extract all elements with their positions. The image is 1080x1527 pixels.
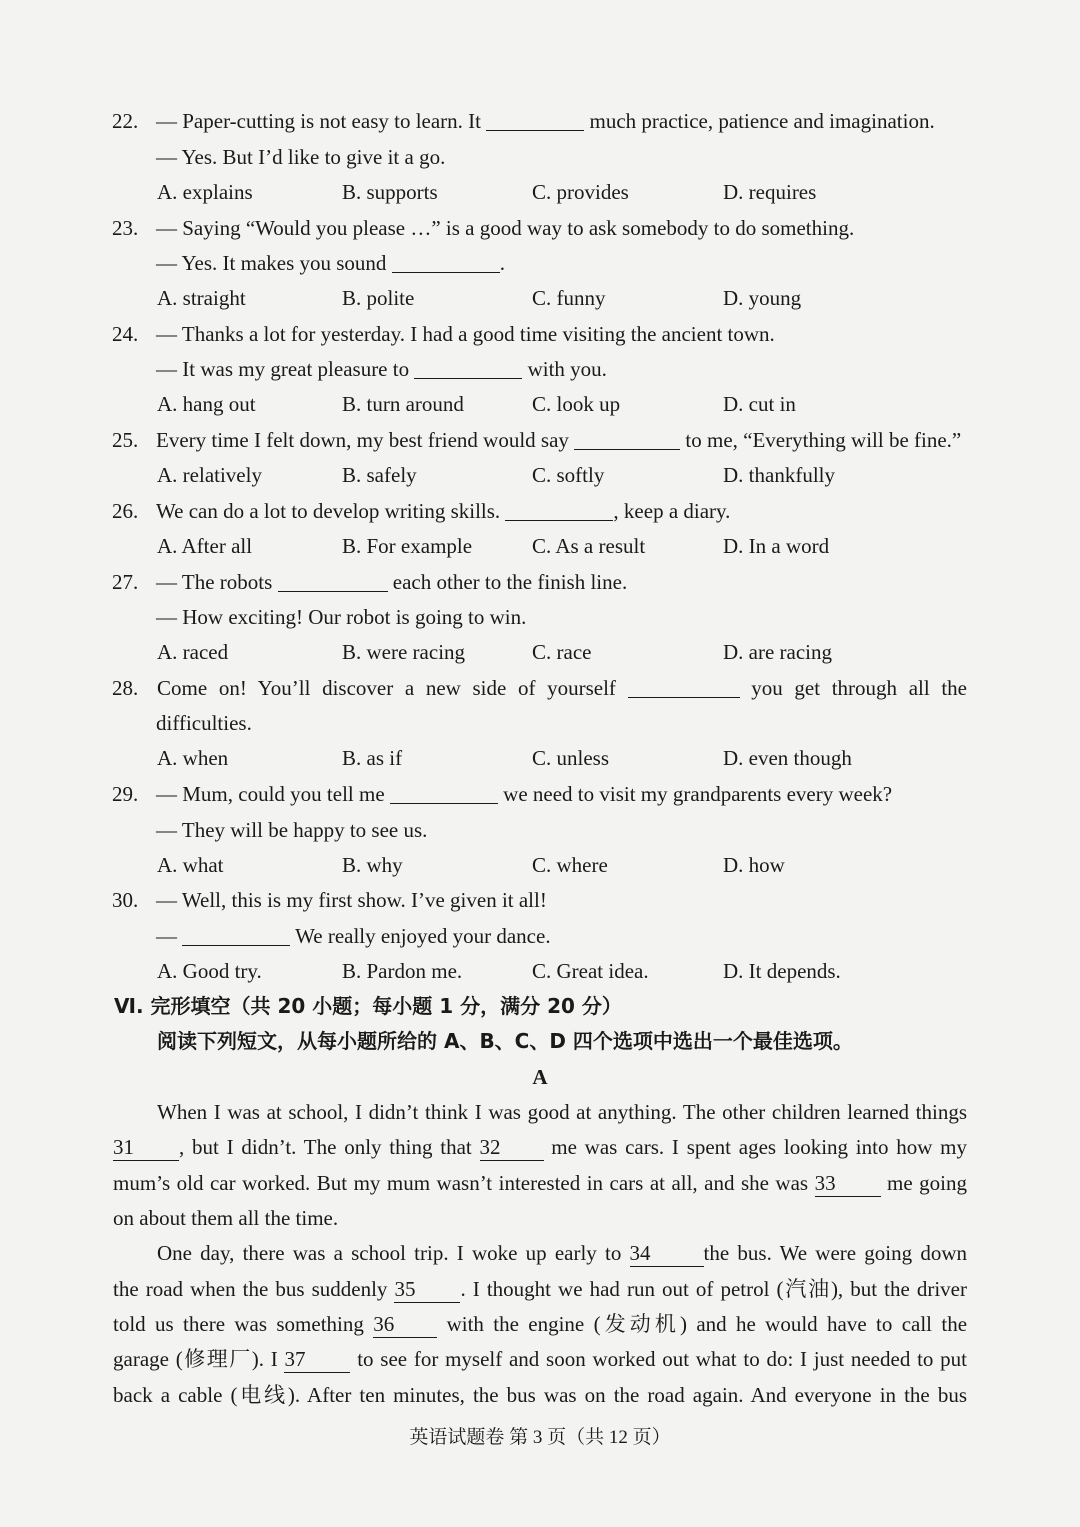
option-c: C. Great idea. [532,959,649,983]
question-number: 28. [112,676,139,700]
option-d: D. It depends. [723,959,841,983]
question-26 [0,494,1080,528]
option-d: D. In a word [723,534,830,558]
option-a: A. After all [157,534,253,558]
question-25 [0,423,1080,457]
options-23 [0,281,1080,315]
question-number: 26. [112,499,139,523]
option-a: A. what [157,853,224,877]
option-b: B. supports [342,180,438,204]
option-d: D. how [723,853,785,877]
option-d: D. are racing [723,640,833,664]
passage-line: on about them all the time. [113,1206,339,1230]
response-line: — It was my great pleasure to with you. [156,357,607,381]
option-a: A. hang out [157,392,256,416]
option-a: A. explains [157,180,253,204]
answer-blank [278,569,388,592]
answer-blank [505,498,613,521]
passage-line: garage (修理厂). I 37 to see for myself and soon worked out what to do: I just needed to put [113,1347,967,1371]
answer-blank [574,427,680,450]
option-c: C. unless [532,746,610,770]
answer-blank [628,675,740,698]
cloze-blank-33: 33 [815,1170,881,1197]
options-28 [0,741,1080,775]
option-b: B. safely [342,463,417,487]
page-footer: 英语试题卷 第 3 页（共 12 页） [409,1427,671,1448]
question-number: 30. [112,888,139,912]
option-b: B. why [342,853,403,877]
question-number: 27. [112,570,139,594]
question-23 [0,211,1080,245]
option-c: C. As a result [532,534,646,558]
question-line: — Thanks a lot for yesterday. I had a good time visiting the ancient town. [156,322,775,346]
question-29 [0,777,1080,811]
question-number: 23. [112,216,139,240]
question-22 [0,104,1080,138]
question-line: Come on! You’ll discover a new side of yourself you get through all the [157,676,967,700]
cloze-blank-36: 36 [373,1311,437,1338]
option-c: C. race [532,640,592,664]
question-number: 22. [112,109,139,133]
question-number: 29. [112,782,139,806]
option-d: D. thankfully [723,463,835,487]
option-c: C. provides [532,180,629,204]
options-24 [0,387,1080,421]
response-line: — Yes. But I’d like to give it a go. [156,145,446,169]
question-line: — Paper-cutting is not easy to learn. It much practice, patience and imagination. [156,109,935,133]
response-line: — Yes. It makes you sound . [156,251,505,275]
passage-line: mum’s old car worked. But my mum wasn’t interested in cars at all, and she was 33 me going [113,1171,968,1195]
options-26 [0,529,1080,563]
question-line: — Well, this is my first show. I’ve given it all! [156,888,547,912]
options-27 [0,635,1080,669]
question-line: Every time I felt down, my best friend would say to me, “Everything will be fine.” [156,428,962,452]
question-number: 24. [112,322,139,346]
option-c: C. look up [532,392,621,416]
section-instruction: 阅读下列短文，从每小题所给的 A、B、C、D 四个选项中选出一个最佳选项。 [157,1029,853,1053]
option-d: D. even though [723,746,852,770]
option-a: A. Good try. [157,959,262,983]
option-c: C. softly [532,463,605,487]
question-30 [0,883,1080,917]
option-b: B. turn around [342,392,464,416]
passage-line: One day, there was a school trip. I woke up early to 34 the bus. We were going down [157,1241,967,1265]
passage-line: back a cable (电线). After ten minutes, the bus was on the road again. And everyone in the bus [113,1383,967,1407]
option-c: C. funny [532,286,606,310]
option-a: A. raced [157,640,229,664]
answer-blank [486,108,584,131]
response-line: — They will be happy to see us. [156,818,428,842]
passage-line: told us there was something 36 with the engine (发动机) and he would have to call the [113,1312,968,1336]
option-b: B. polite [342,286,415,310]
option-b: B. For example [342,534,473,558]
answer-blank [392,250,500,273]
option-a: A. relatively [157,463,262,487]
options-25 [0,458,1080,492]
option-c: C. where [532,853,608,877]
question-line: — Mum, could you tell me we need to visit my grandparents every week? [156,782,893,806]
option-b: B. Pardon me. [342,959,463,983]
cloze-blank-37: 37 [284,1346,350,1373]
option-d: D. young [723,286,802,310]
answer-blank [390,781,498,804]
option-b: B. as if [342,746,403,770]
cloze-blank-32: 32 [480,1134,544,1161]
question-27 [0,565,1080,599]
question-24 [0,317,1080,351]
option-d: D. requires [723,180,817,204]
options-29 [0,848,1080,882]
question-line-cont: difficulties. [156,711,252,735]
option-a: A. when [157,746,229,770]
question-line: — The robots each other to the finish line. [156,570,628,594]
cloze-blank-31: 31 [113,1134,179,1161]
response-line: — We really enjoyed your dance. [156,924,551,948]
option-a: A. straight [157,286,246,310]
option-b: B. were racing [342,640,466,664]
passage-line: 31 , but I didn’t. The only thing that 32 me was cars. I spent ages looking into how my [113,1135,967,1159]
options-30 [0,954,1080,988]
passage-line: the road when the bus suddenly 35 . I thought we had run out of petrol (汽油), but the driver [113,1277,967,1301]
options-22 [0,175,1080,209]
section-title: Ⅵ. 完形填空（共 20 小题；每小题 1 分，满分 20 分） [114,994,622,1018]
cloze-blank-35: 35 [394,1276,460,1303]
cloze-blank-34: 34 [630,1240,704,1267]
question-line: We can do a lot to develop writing skills. , keep a diary. [156,499,731,523]
question-number: 25. [112,428,139,452]
question-28 [0,671,1080,705]
passage-label: A [532,1065,548,1089]
answer-blank [182,923,290,946]
question-line: — Saying “Would you please …” is a good way to ask somebody to do something. [156,216,855,240]
passage-line: When I was at school, I didn’t think I was good at anything. The other children learned things [157,1100,967,1124]
response-line: — How exciting! Our robot is going to win. [156,605,527,629]
answer-blank [414,356,522,379]
option-d: D. cut in [723,392,796,416]
